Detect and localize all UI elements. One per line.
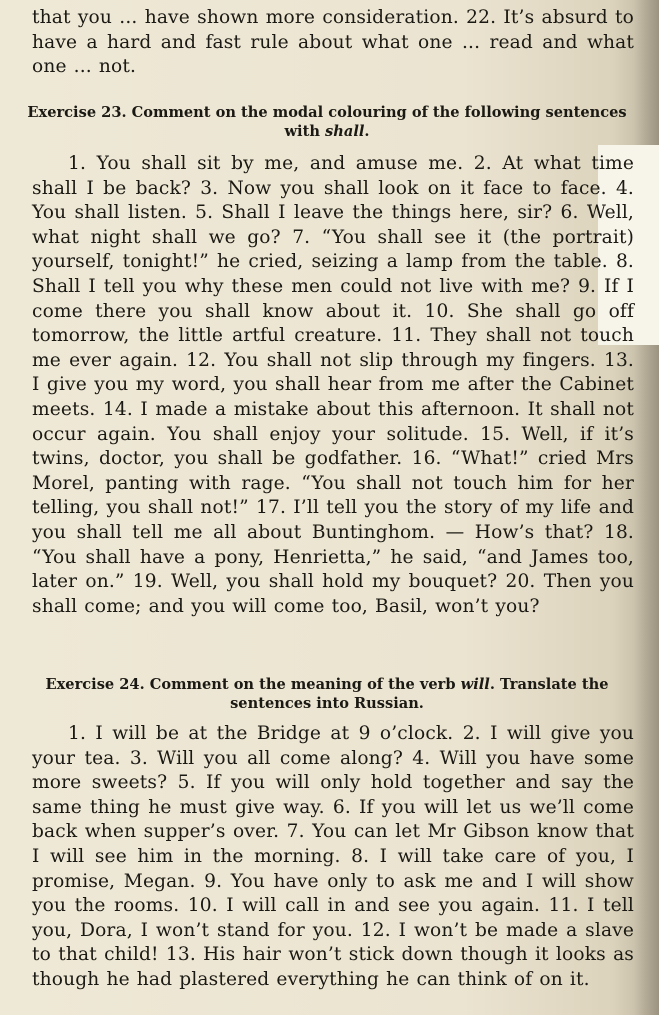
continued-text: that you ... have shown more consideration. 22. It’s absurd to have a hard and fast rule about what one ... read and what one ... not. xyxy=(32,7,634,78)
continued-paragraph xyxy=(32,6,634,80)
exercise-24-sentences: 1. I will be at the Bridge at 9 o’clock. 2. I will give you your tea. 3. Will you all come along? 4. Will you have some more sweets? 5. If you will only hold together and say the same thing he must give way. 6. If you will let us we’ll come back when supper’s over. 7. You can let Mr Gibson know that I will see him in the morning. 8. I will take care of you, I promise, Megan. 9. You have only to ask me and I will show you the rooms. 10. I will call in and see you again. 11. I tell you, Dora, I won’t stand for you. 12. I won’t be made a slave to that child! 13. His hair won’t stick down though it looks as though he had plastered everything he can think of on it. xyxy=(32,723,634,990)
exercise-24-heading-text: Exercise 24. Comment on the meaning of the verb xyxy=(45,676,456,693)
exercise-23-heading xyxy=(20,104,634,141)
exercise-23-sentences: 1. You shall sit by me, and amuse me. 2. At what time shall I be back? 3. Now you shall look on it face to face. 4. You shall listen. 5. Shall I leave the things here, sir? 6. Well, what night shall we go? 7. “You shall see it (the portrait) yourself, tonight!” he cried, seizing a lamp from the table. 8. Shall I tell you why these men could not live with me? 9. If I come there you shall know about it. 10. She shall go off tomorrow, the little artful creature. 11. They shall not touch me ever again. 12. You shall not slip through my fingers. 13. I give you my word, you shall hear from me after the Cabinet meets. 14. I made a mistake about this afternoon. It shall not occur again. You shall enjoy your solitude. 15. Well, if it’s twins, doctor, you shall be godfather. 16. “What!” cried Mrs Morel, panting with rage. “You shall not touch him for her telling, you shall not!” 17. I’ll tell you the story of my life and you shall tell me all about Buntinghom. — How’s that? 18. “You shall have a pony, Henrietta,” he said, “and James too, later on.” 19. Well, you shall hold my bouquet? 20. Then you shall come; and you will come too, Basil, won’t you? xyxy=(32,153,634,617)
exercise-24-heading-suffix: . Translate the sentences into Russian. xyxy=(230,676,609,712)
exercise-23-keyword: shall xyxy=(325,122,365,140)
exercise-24-body xyxy=(32,722,634,993)
exercise-23-body xyxy=(32,152,634,619)
exercise-23-heading-text: Exercise 23. Comment on the modal colouring of the following sentences with xyxy=(27,104,627,140)
exercise-24-heading xyxy=(20,676,634,713)
exercise-23-heading-suffix: . xyxy=(364,122,370,140)
exercise-24-keyword: will xyxy=(460,676,490,693)
